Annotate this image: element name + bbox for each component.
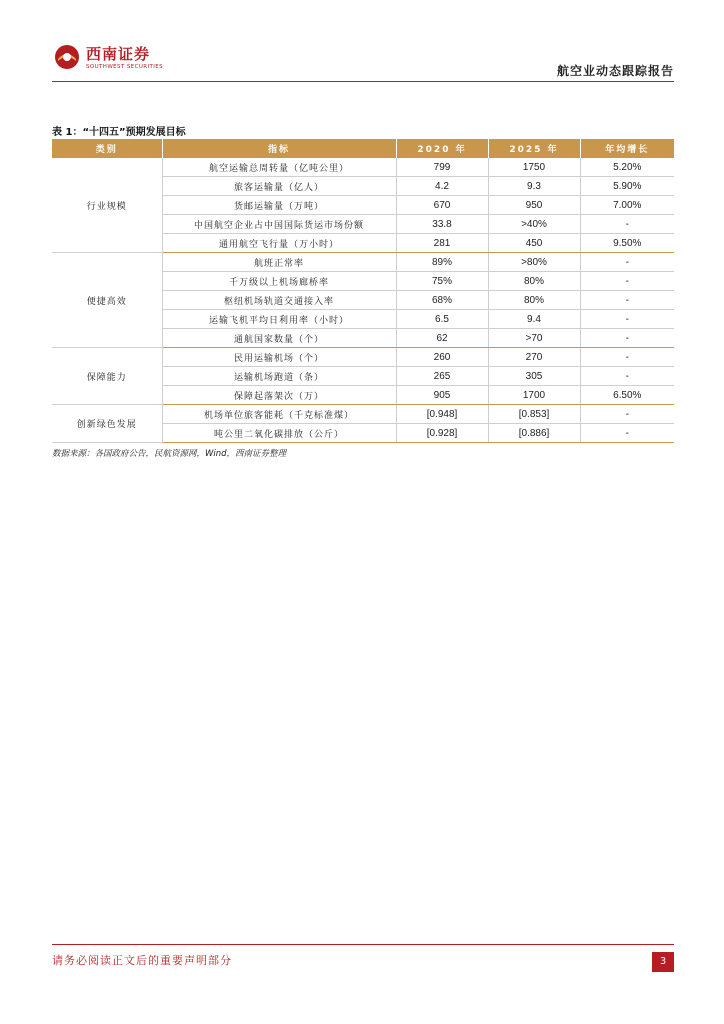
table-row bbox=[52, 348, 674, 367]
category-cell: 保障能力 bbox=[52, 348, 162, 405]
indicator-cell: 航空运输总周转量（亿吨公里） bbox=[162, 158, 396, 177]
header-growth: 年均增长 bbox=[580, 139, 674, 158]
value-2025-cell: >80% bbox=[488, 253, 580, 272]
value-2025-cell: 9.4 bbox=[488, 310, 580, 329]
growth-cell: - bbox=[580, 253, 674, 272]
growth-cell: - bbox=[580, 367, 674, 386]
category-cell: 创新绿色发展 bbox=[52, 405, 162, 443]
value-2020-cell: 33.8 bbox=[396, 215, 488, 234]
growth-cell: - bbox=[580, 291, 674, 310]
value-2025-cell: 1750 bbox=[488, 158, 580, 177]
value-2025-cell: 305 bbox=[488, 367, 580, 386]
value-2020-cell: 799 bbox=[396, 158, 488, 177]
growth-cell: - bbox=[580, 310, 674, 329]
logo-text-cn: 西南证券 bbox=[86, 45, 151, 63]
value-2020-cell: [0.928] bbox=[396, 424, 488, 443]
growth-cell: 7.00% bbox=[580, 196, 674, 215]
company-logo bbox=[52, 42, 252, 78]
table-row bbox=[52, 253, 674, 272]
header-divider bbox=[52, 81, 674, 82]
value-2025-cell: 1700 bbox=[488, 386, 580, 405]
value-2025-cell: 80% bbox=[488, 272, 580, 291]
value-2020-cell: 75% bbox=[396, 272, 488, 291]
value-2020-cell: 905 bbox=[396, 386, 488, 405]
table-header-row bbox=[52, 139, 674, 158]
page-number: 3 bbox=[652, 952, 674, 972]
data-source-note: 数据来源：各国政府公告，民航资源网，Wind，西南证券整理 bbox=[52, 449, 287, 459]
indicator-cell: 货邮运输量（万吨） bbox=[162, 196, 396, 215]
indicator-cell: 航班正常率 bbox=[162, 253, 396, 272]
report-title: 航空业动态跟踪报告 bbox=[556, 64, 674, 78]
value-2020-cell: [0.948] bbox=[396, 405, 488, 424]
indicator-cell: 中国航空企业占中国国际货运市场份额 bbox=[162, 215, 396, 234]
table-row bbox=[52, 405, 674, 424]
value-2025-cell: 80% bbox=[488, 291, 580, 310]
growth-cell: - bbox=[580, 215, 674, 234]
indicator-cell: 运输飞机平均日利用率（小时） bbox=[162, 310, 396, 329]
value-2020-cell: 4.2 bbox=[396, 177, 488, 196]
growth-cell: 9.50% bbox=[580, 234, 674, 253]
logo-emblem-icon bbox=[54, 44, 80, 70]
indicator-cell: 旅客运输量（亿人） bbox=[162, 177, 396, 196]
value-2025-cell: 450 bbox=[488, 234, 580, 253]
value-2020-cell: 670 bbox=[396, 196, 488, 215]
page-header bbox=[52, 40, 674, 82]
indicator-cell: 机场单位旅客能耗（千克标准煤） bbox=[162, 405, 396, 424]
indicator-cell: 保障起落架次（万） bbox=[162, 386, 396, 405]
category-cell: 便捷高效 bbox=[52, 253, 162, 348]
value-2020-cell: 89% bbox=[396, 253, 488, 272]
growth-cell: 6.50% bbox=[580, 386, 674, 405]
indicator-cell: 民用运输机场（个） bbox=[162, 348, 396, 367]
footer-disclaimer: 请务必阅读正文后的重要声明部分 bbox=[52, 954, 232, 967]
growth-cell: - bbox=[580, 424, 674, 443]
value-2020-cell: 260 bbox=[396, 348, 488, 367]
targets-table bbox=[52, 139, 674, 443]
value-2025-cell: [0.853] bbox=[488, 405, 580, 424]
value-2025-cell: 9.3 bbox=[488, 177, 580, 196]
value-2025-cell: 270 bbox=[488, 348, 580, 367]
growth-cell: 5.90% bbox=[580, 177, 674, 196]
value-2020-cell: 265 bbox=[396, 367, 488, 386]
logo-text-en: SOUTHWEST SECURITIES bbox=[86, 64, 164, 70]
growth-cell: - bbox=[580, 272, 674, 291]
table-body bbox=[52, 158, 674, 443]
indicator-cell: 千万级以上机场廊桥率 bbox=[162, 272, 396, 291]
indicator-cell: 通航国家数量（个） bbox=[162, 329, 396, 348]
growth-cell: - bbox=[580, 405, 674, 424]
indicator-cell: 吨公里二氧化碳排放（公斤） bbox=[162, 424, 396, 443]
value-2025-cell: 950 bbox=[488, 196, 580, 215]
category-cell: 行业规模 bbox=[52, 158, 162, 253]
table-title: 表 1：“十四五”预期发展目标 bbox=[52, 127, 186, 138]
header-2020: 2020 年 bbox=[396, 139, 488, 158]
value-2020-cell: 68% bbox=[396, 291, 488, 310]
indicator-cell: 枢纽机场轨道交通接入率 bbox=[162, 291, 396, 310]
growth-cell: - bbox=[580, 329, 674, 348]
header-category: 类别 bbox=[52, 139, 162, 158]
indicator-cell: 运输机场跑道（条） bbox=[162, 367, 396, 386]
value-2020-cell: 62 bbox=[396, 329, 488, 348]
table-row bbox=[52, 158, 674, 177]
footer-divider bbox=[52, 944, 674, 945]
value-2025-cell: >70 bbox=[488, 329, 580, 348]
value-2020-cell: 6.5 bbox=[396, 310, 488, 329]
growth-cell: 5.20% bbox=[580, 158, 674, 177]
value-2020-cell: 281 bbox=[396, 234, 488, 253]
indicator-cell: 通用航空飞行量（万小时） bbox=[162, 234, 396, 253]
value-2025-cell: >40% bbox=[488, 215, 580, 234]
header-indicator: 指标 bbox=[162, 139, 396, 158]
growth-cell: - bbox=[580, 348, 674, 367]
value-2025-cell: [0.886] bbox=[488, 424, 580, 443]
header-2025: 2025 年 bbox=[488, 139, 580, 158]
